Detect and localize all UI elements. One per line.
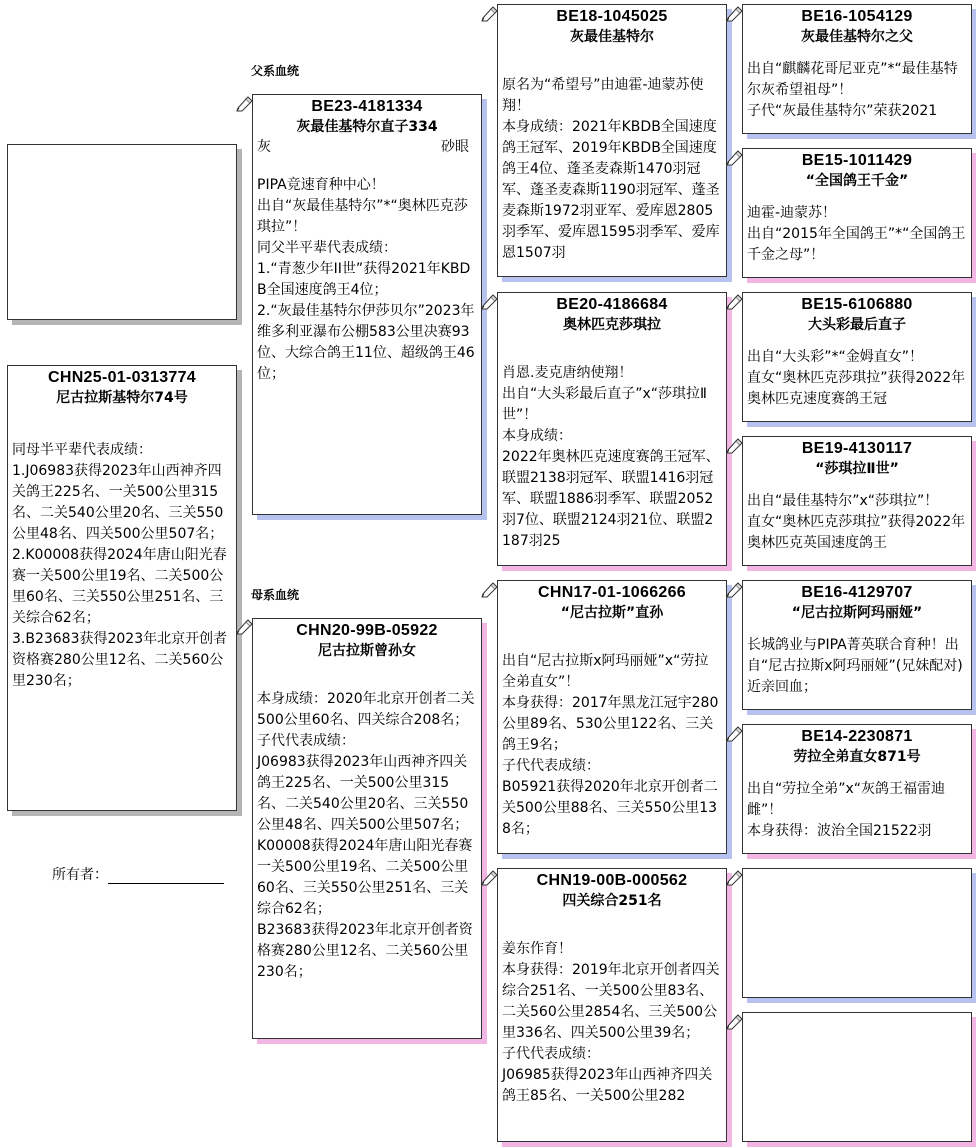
sss-name: 灰最佳基特尔之父 (801, 29, 913, 45)
sire-color-eye (257, 137, 477, 157)
dd-ring: CHN19-00B-000562 (536, 872, 688, 889)
sdd-name: “莎琪拉Ⅱ世” (815, 461, 899, 477)
ds-ring: CHN17-01-1066266 (537, 584, 686, 601)
dsd-card[interactable] (742, 724, 972, 854)
sd-name: 奥林匹克莎琪拉 (563, 317, 661, 333)
sds-notes: 出自“大头彩”*“金姆直女”！ 直女“奥林匹克莎琪拉”获得2022年奥林匹克速度赛鸽王冠 (747, 349, 966, 407)
dsd-name: 劳拉全弟直女871号 (793, 749, 921, 765)
dss-card[interactable] (742, 580, 972, 710)
edit-icon[interactable] (481, 294, 499, 310)
sss-notes: 出自“麒麟花哥尼亚克”*“最佳基特尔灰希望祖母”！ 子代“灰最佳基特尔”荣获2021 (747, 61, 958, 119)
sds-name: 大头彩最后直子 (808, 317, 906, 333)
edit-icon[interactable] (726, 6, 744, 22)
sd-notes: 肖恩.麦克唐纳使翔！ 出自“大头彩最后直子”x“莎琪拉Ⅱ世”！ 本身成绩： 2022年奥林匹克速度赛鸽王冠军、联盟2138羽冠军、联盟1416羽冠军、联盟1886羽季军、联盟2052羽7位、联盟2124羽21位、联盟2187羽25 (502, 365, 720, 549)
sd-card[interactable] (497, 292, 727, 566)
dsd-ring: BE14-2230871 (801, 728, 913, 745)
dsd-notes: 出自“劳拉全弟”x“灰鸽王福雷迪雌”！ 本身获得：波治全国21522羽 (747, 781, 946, 839)
edit-icon[interactable] (726, 870, 744, 886)
owner-label: 所有者： (52, 867, 108, 883)
sire-eye: 砂眼 (441, 139, 469, 155)
owner-line[interactable] (108, 869, 224, 884)
sire-name: 灰最佳基特尔直子334 (296, 119, 438, 135)
photo-box (7, 144, 237, 320)
edit-icon[interactable] (236, 619, 254, 635)
sire-color: 灰 (257, 139, 271, 155)
dam-card[interactable] (252, 618, 482, 1039)
dam-ring: CHN20-99B-05922 (296, 622, 438, 639)
subject-notes: 同母半平辈代表成绩： 1.J06983获得2023年山西神齐四关鸽王225名、一关500公里315名、二关540公里20名、三关550公里48名、四关500公里507名； 2.K00008获得2024年唐山阳光春赛一关500公里19名、二关500公里60名、三关550公里251名、三关综合62名； 3.B23683获得2023年北京开创者资格赛280公里12名、二关560公里230名； (12, 442, 228, 689)
sire-line-label: 父系血统 (251, 64, 300, 78)
dss-ring: BE16-4129707 (801, 584, 913, 601)
ssd-card[interactable] (742, 148, 972, 278)
sdd-ring: BE19-4130117 (801, 440, 913, 457)
sdd-card[interactable] (742, 436, 972, 566)
ss-name: 灰最佳基特尔 (570, 29, 654, 45)
edit-icon[interactable] (726, 582, 744, 598)
ssd-name: “全国鸽王千金” (805, 173, 909, 189)
dds-card[interactable] (742, 868, 972, 998)
edit-icon[interactable] (726, 294, 744, 310)
edit-icon[interactable] (726, 150, 744, 166)
sire-ring: BE23-4181334 (311, 98, 423, 115)
ss-notes: 原名为“希望号”由迪霍-迪蒙苏使翔！ 本身成绩：2021年KBDB全国速度鸽王冠军、2019年KBDB全国速度鸽王4位、蓬圣麦森斯1470羽冠军、蓬圣麦森斯1190羽冠军、蓬圣麦森斯1972羽亚军、爱库恩2805羽季军、爱库恩1595羽季军、爱库恩1507羽 (502, 77, 720, 261)
subject-card[interactable] (7, 365, 237, 811)
edit-icon[interactable] (726, 726, 744, 742)
dam-line-label: 母系血统 (251, 588, 300, 602)
ssd-notes: 迪霍-迪蒙苏！ 出自“2015年全国鸽王”*“全国鸽王千金之母”！ (747, 205, 966, 263)
edit-icon[interactable] (481, 582, 499, 598)
dd-name: 四关综合251名 (562, 893, 662, 909)
owner-field (52, 866, 224, 884)
ssd-ring: BE15-1011429 (801, 152, 913, 169)
dam-name: 尼古拉斯曾孙女 (318, 643, 416, 659)
sire-card[interactable] (252, 94, 482, 515)
subject-name: 尼古拉斯基特尔74号 (56, 390, 188, 406)
ss-card[interactable] (497, 4, 727, 277)
ss-ring: BE18-1045025 (556, 8, 668, 25)
ddd-card[interactable] (742, 1012, 972, 1142)
dam-notes: 本身成绩：2020年北京开创者二关500公里60名、四关综合208名； 子代代表成绩： J06983获得2023年山西神齐四关鸽王225名、一关500公里315名、二关540公里20名、三关550公里48名、四关500公里507名； K00008获得2024年唐山阳光春赛一关500公里19名、二关500公里60名、三关550公里251名、三关综合62名； B23683获得2023年北京开创者资格赛280公里12名、二关560公里230名； (257, 691, 475, 980)
edit-icon[interactable] (726, 438, 744, 454)
ds-card[interactable] (497, 580, 727, 854)
edit-icon[interactable] (481, 6, 499, 22)
edit-icon[interactable] (726, 1014, 744, 1030)
dd-card[interactable] (497, 868, 727, 1142)
sss-ring: BE16-1054129 (801, 8, 913, 25)
sds-card[interactable] (742, 292, 972, 422)
ds-name: “尼古拉斯”直孙 (560, 605, 664, 621)
dss-name: “尼古拉斯阿玛丽娅” (791, 605, 923, 621)
dd-notes: 姜东作育！ 本身获得：2019年北京开创者四关综合251名、一关500公里83名、二关560公里2854名、三关500公里336名、四关500公里39名； 子代代表成绩： J06985获得2023年山西神齐四关鸽王85名、一关500公里282 (502, 941, 720, 1104)
subject-ring: CHN25-01-0313774 (47, 369, 196, 386)
sire-notes: PIPA竞速育种中心！ 出自“灰最佳基特尔”*“奥林匹克莎琪拉”！ 同父半平辈代表成绩： 1.“青葱少年II世”获得2021年KBDB全国速度鸽王4位； 2.“灰最佳基特尔伊莎贝尔”2023年维多利亚瀑布公棚583公里决赛93位、大综合鸽王11位、超级鸽王46位； (257, 177, 475, 382)
ds-notes: 出自“尼古拉斯x阿玛丽娅”x“劳拉全弟直女”！ 本身获得：2017年黑龙江冠宇280公里89名、530公里122名、三关鸽王9名； 子代代表成绩： B05921获得2020年北京开创者二关500公里88名、三关550公里138名； (502, 653, 719, 837)
edit-icon[interactable] (236, 96, 254, 112)
sd-ring: BE20-4186684 (556, 296, 668, 313)
dss-notes: 长城鸽业与PIPA菁英联合育种！出自“尼古拉斯x阿玛丽娅”(兄妹配对)近亲回血； (747, 637, 963, 695)
sds-ring: BE15-6106880 (801, 296, 913, 313)
edit-icon[interactable] (481, 870, 499, 886)
sdd-notes: 出自“最佳基特尔”x“莎琪拉”！ 直女“奥林匹克莎琪拉”获得2022年奥林匹克英国速度鸽王 (747, 493, 966, 551)
sss-card[interactable] (742, 4, 972, 134)
